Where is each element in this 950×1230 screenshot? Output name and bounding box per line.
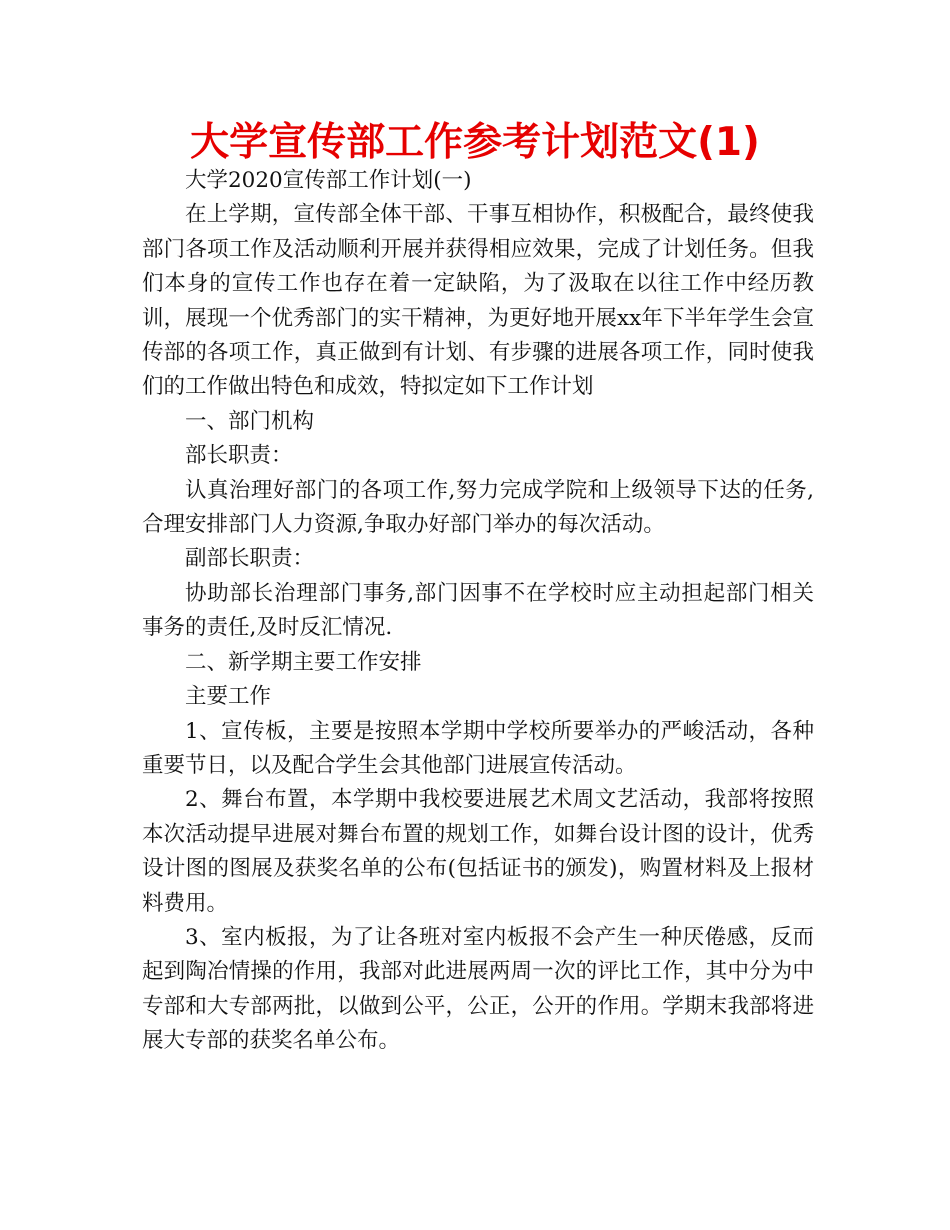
list-item-indoor-blackboard: 3、室内板报，为了让各班对室内板报不会产生一种厌倦感，反而起到陶冶情操的作用，我部对此进展两周一次的评比工作，其中分为中专部和大专部两批，以做到公平，公正，公开的作用。学期末我部将进展大专部的获奖名单公布。 [142, 924, 814, 1054]
paragraph-vice-minister-duties: 协助部长治理部门事务,部门因事不在学校时应主动担起部门相关事务的责任,及时反汇情况. [142, 580, 814, 641]
list-item-stage-layout: 2、舞台布置，本学期中我校要进展艺术周文艺活动，我部将按照本次活动提早进展对舞台布置的规划工作，如舞台设计图的设计，优秀设计图的图展及获奖名单的公布(包括证书的颁发)，购置材料及上报材料费用。 [142, 787, 814, 916]
paragraph-subtitle: 大学2020宣传部工作计划(一) [185, 168, 472, 193]
section-heading-department: 一、部门机构 [185, 408, 315, 434]
paragraph-minister-duties: 认真治理好部门的各项工作,努力完成学院和上级领导下达的任务,合理安排部门人力资源,争取办好部门举办的每次活动。 [142, 477, 814, 538]
heading-main-work: 主要工作 [185, 684, 272, 710]
document-title: 大学宣传部工作参考计划范文(1) [190, 120, 760, 165]
heading-vice-minister-duties: 副部长职责： [185, 546, 315, 572]
paragraph-intro: 在上学期，宣传部全体干部、干事互相协作，积极配合，最终使我部门各项工作及活动顺利开展并获得相应效果，完成了计划任务。但我们本身的宣传工作也存在着一定缺陷，为了汲取在以往工作中经历教训，展现一个优秀部门的实干精神，为更好地开展xx年下半年学生会宣传部的各项工作，真正做到有计划、有步骤的进展各项工作，同时使我们的工作做出特色和成效，特拟定如下工作计划 [142, 202, 814, 400]
heading-minister-duties: 部长职责： [185, 443, 293, 469]
list-item-publicity-board: 1、宣传板，主要是按照本学期中学校所要举办的严峻活动，各种重要节日，以及配合学生会其他部门进展宣传活动。 [142, 718, 814, 778]
document-body [142, 164, 814, 1059]
section-heading-work-plan: 二、新学期主要工作安排 [185, 649, 422, 675]
